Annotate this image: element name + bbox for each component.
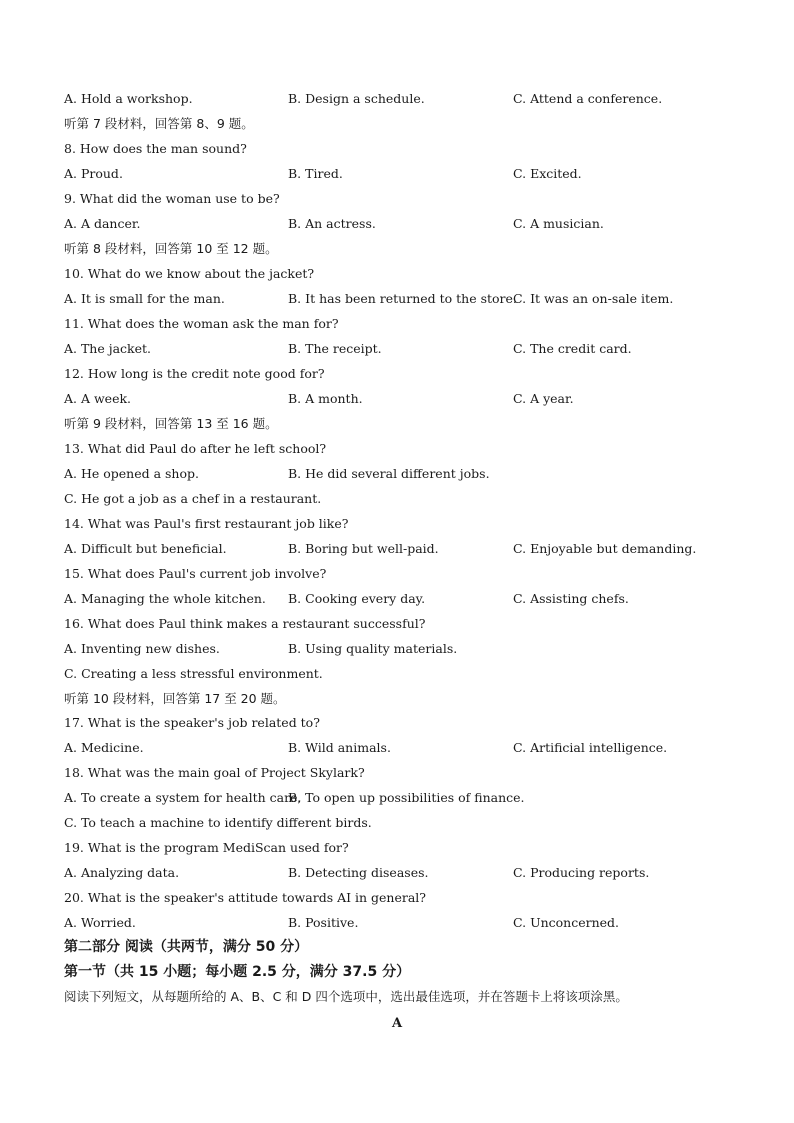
question-16: 16. What does Paul think makes a restaurant successful? xyxy=(64,616,426,631)
options-q10 xyxy=(64,288,754,310)
question-8: 8. How does the man sound? xyxy=(64,141,247,156)
option-c: C. It was an on-sale item. xyxy=(513,291,674,306)
section-header-10: 听第 10 段材料，回答第 17 至 20 题。 xyxy=(64,691,286,706)
question-17: 17. What is the speaker's job related to? xyxy=(64,715,320,730)
option-b: B. Cooking every day. xyxy=(288,591,426,606)
option-c: C. Unconcerned. xyxy=(513,915,620,930)
section-header-7: 听第 7 段材料，回答第 8、9 题。 xyxy=(64,116,254,131)
option-b: B. He did several different jobs. xyxy=(288,466,490,481)
option-c-q16: C. Creating a less stressful environment. xyxy=(64,666,323,681)
option-b: B. Tired. xyxy=(288,166,343,181)
option-b: B. Boring but well-paid. xyxy=(288,541,439,556)
question-9: 9. What did the woman use to be? xyxy=(64,191,280,206)
question-15: 15. What does Paul's current job involve? xyxy=(64,566,327,581)
option-a: A. A dancer. xyxy=(64,216,141,231)
option-b: B. The receipt. xyxy=(288,341,382,356)
option-b: B. A month. xyxy=(288,391,363,406)
section-header-8: 听第 8 段材料，回答第 10 至 12 题。 xyxy=(64,241,278,256)
option-b: B. Using quality materials. xyxy=(288,641,458,656)
section-header-9: 听第 9 段材料，回答第 13 至 16 题。 xyxy=(64,416,278,431)
option-c-q13: C. He got a job as a chef in a restaurant. xyxy=(64,491,322,506)
option-a: A. Hold a workshop. xyxy=(64,91,193,106)
option-c: C. Assisting chefs. xyxy=(513,591,629,606)
options-q9 xyxy=(64,213,754,235)
option-c: C. Attend a conference. xyxy=(513,91,663,106)
option-a: A. The jacket. xyxy=(64,341,152,356)
option-a: A. Proud. xyxy=(64,166,123,181)
question-19: 19. What is the program MediScan used for? xyxy=(64,840,349,855)
passage-label: A xyxy=(391,1016,403,1031)
option-c: C. Enjoyable but demanding. xyxy=(513,541,697,556)
option-a: A. Managing the whole kitchen. xyxy=(64,591,266,606)
options-q13 xyxy=(64,463,754,485)
option-b: B. To open up possibilities of finance. xyxy=(288,790,525,805)
options-q7 xyxy=(64,88,754,110)
option-b: B. Detecting diseases. xyxy=(288,865,429,880)
option-a: A. He opened a shop. xyxy=(64,466,199,481)
options-q18 xyxy=(64,787,754,809)
option-c: C. Artificial intelligence. xyxy=(513,740,668,755)
options-q17 xyxy=(64,737,754,759)
reading-instructions: 阅读下列短文，从每题所给的 A、B、C 和 D 四个选项中，选出最佳选项，并在答题卡上将该项涂黑。 xyxy=(64,989,628,1004)
options-q20 xyxy=(64,912,754,934)
question-20: 20. What is the speaker's attitude towards AI in general? xyxy=(64,890,427,905)
option-c: C. Excited. xyxy=(513,166,582,181)
option-c: C. A year. xyxy=(513,391,574,406)
question-11: 11. What does the woman ask the man for? xyxy=(64,316,339,331)
option-c: C. The credit card. xyxy=(513,341,632,356)
options-q19 xyxy=(64,862,754,884)
options-q16 xyxy=(64,638,754,660)
section-one-heading: 第一节（共 15 小题；每小题 2.5 分，满分 37.5 分） xyxy=(64,964,411,980)
question-10: 10. What do we know about the jacket? xyxy=(64,266,315,281)
question-12: 12. How long is the credit note good for? xyxy=(64,366,325,381)
option-b: B. Wild animals. xyxy=(288,740,391,755)
option-a: A. To create a system for health care, xyxy=(64,790,302,805)
options-q8 xyxy=(64,163,754,185)
option-a: A. Difficult but beneficial. xyxy=(64,541,227,556)
options-q11 xyxy=(64,338,754,360)
option-b: B. It has been returned to the store. xyxy=(288,291,517,306)
option-a: A. Analyzing data. xyxy=(64,865,180,880)
option-c-q18: C. To teach a machine to identify different birds. xyxy=(64,815,372,830)
option-b: B. Design a schedule. xyxy=(288,91,425,106)
option-b: B. An actress. xyxy=(288,216,376,231)
options-q12 xyxy=(64,388,754,410)
option-c: C. A musician. xyxy=(513,216,604,231)
option-a: A. It is small for the man. xyxy=(64,291,225,306)
option-b: B. Positive. xyxy=(288,915,359,930)
question-13: 13. What did Paul do after he left school? xyxy=(64,441,327,456)
question-18: 18. What was the main goal of Project Skylark? xyxy=(64,765,365,780)
option-a: A. Worried. xyxy=(64,915,136,930)
options-q15 xyxy=(64,588,754,610)
question-14: 14. What was Paul's first restaurant job like? xyxy=(64,516,349,531)
option-a: A. Medicine. xyxy=(64,740,144,755)
options-q14 xyxy=(64,538,754,560)
option-a: A. A week. xyxy=(64,391,132,406)
option-c: C. Producing reports. xyxy=(513,865,650,880)
part-two-heading: 第二部分 阅读（共两节，满分 50 分） xyxy=(64,939,309,955)
option-a: A. Inventing new dishes. xyxy=(64,641,220,656)
